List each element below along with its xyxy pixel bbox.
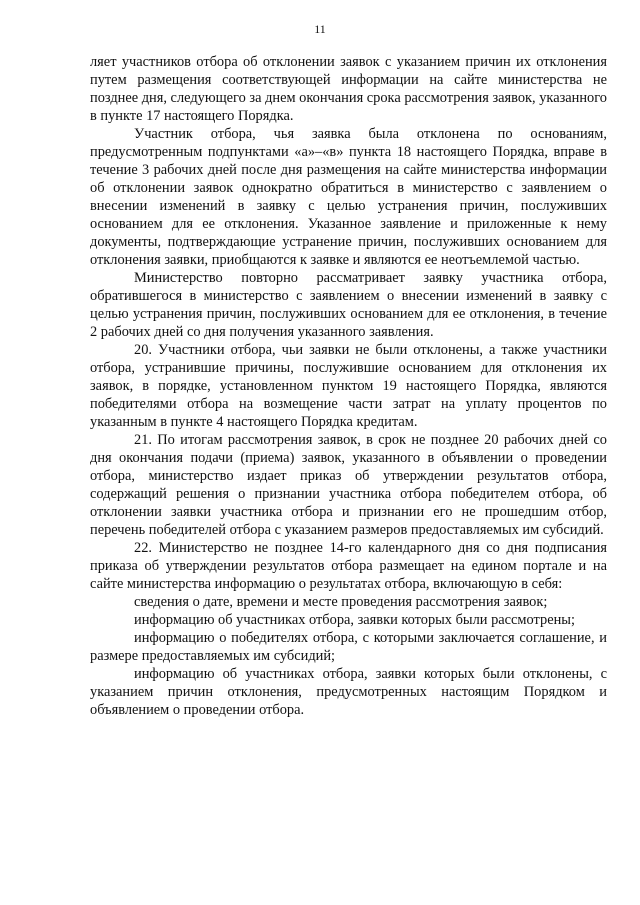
list-item-winners: информацию о победителях отбора, с которыми заключается соглашение, и размере предоставляемых им субсидий; (90, 630, 607, 664)
page-number: 11 (314, 22, 326, 36)
list-item-reviewed-participants: информацию об участниках отбора, заявки которых были рассмотрены; (134, 612, 575, 628)
paragraph-appeal-right: Участник отбора, чья заявка была отклонена по основаниям, предусмотренным подпунктами «а»–«в» пункта 18 настоящего Порядка, вправе в течение 3 рабочих дней после дня размещения на сайте министерства информации об отклонении заявок однократно обратиться в министерство с заявлением о внесении изменений в заявку с целью устранения причин, послуживших основанием для ее отклонения. Указанное заявление и приложенные к нему документы, подтверждающие устранение причин, послуживших основанием для отклонения заявки, приобщаются к заявке и являются ее неотъемлемой частью. (90, 126, 607, 268)
paragraph-continuation: ляет участников отбора об отклонении заявок с указанием причин их отклонения путем размещения соответствующей информации на сайте министерства не позднее дня, следующего за днем окончания срока рассмотрения заявок, указанного в пункте 17 настоящего Порядка. (90, 54, 607, 124)
paragraph-item-21: 21. По итогам рассмотрения заявок, в срок не позднее 20 рабочих дней со дня окончания подачи (приема) заявок, указанного в объявлении о проведении отбора, министерство издает приказ об утверждении результатов отбора, содержащий решения о признании участника отбора победителем отбора, об отклонении заявки участника отбора и признании его не прошедшим отбор, перечень победителей отбора с указанием размеров предоставляемых им субсидий. (90, 432, 607, 538)
paragraph-item-22: 22. Министерство не позднее 14-го календарного дня со дня подписания приказа об утверждении результатов отбора размещает на едином портале и на сайте министерства информацию о результатах отбора, включающую в себя: (90, 540, 607, 592)
list-item-review-details: сведения о дате, времени и месте проведения рассмотрения заявок; (134, 594, 548, 610)
paragraph-item-20: 20. Участники отбора, чьи заявки не были отклонены, а также участники отбора, устранившие причины, послужившие основанием для отклонения их заявок, в порядке, установленном пунктом 19 настоящего Порядка, являются победителями отбора на возмещение части затрат на уплату процентов по указанным в пункте 4 настоящего Порядка кредитам. (90, 342, 607, 430)
list-item-rejected-participants: информацию об участниках отбора, заявки которых были отклонены, с указанием причин отклонения, предусмотренных настоящим Порядком и объявлением о проведении отбора. (90, 666, 607, 718)
document-body (90, 53, 607, 719)
paragraph-repeat-review: Министерство повторно рассматривает заявку участника отбора, обратившегося в министерство с заявлением о внесении изменений в заявку с целью устранения причин, послуживших основанием для ее отклонения, в течение 2 рабочих дней со дня получения указанного заявления. (90, 270, 607, 340)
